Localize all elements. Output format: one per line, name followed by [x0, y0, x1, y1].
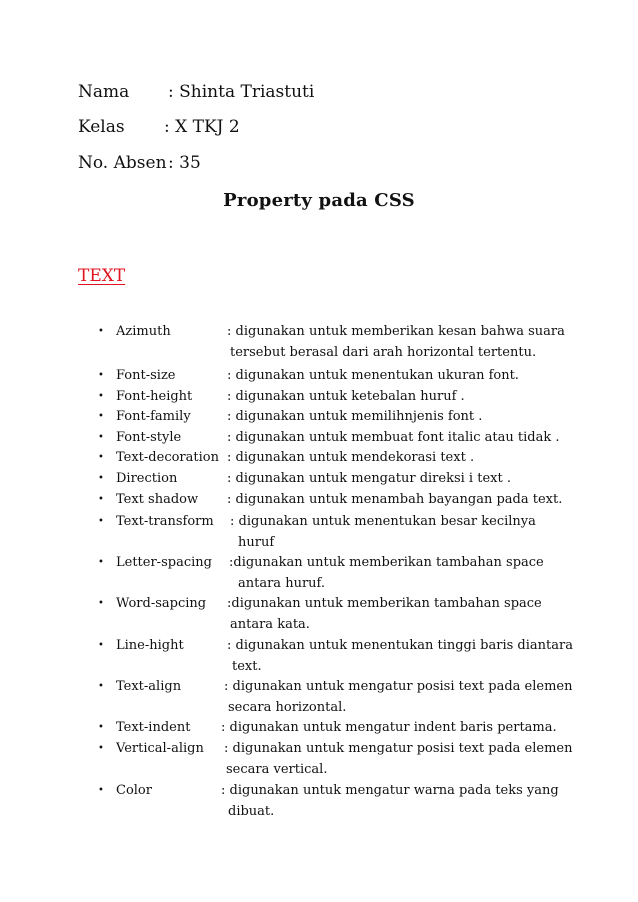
section-heading-text: TEXT: [78, 266, 126, 286]
property-term: Line-hight: [116, 638, 184, 653]
property-term: Azimuth: [116, 324, 171, 339]
bullet-icon: •: [98, 411, 104, 422]
absen-label: No. Absen: [78, 153, 167, 173]
property-description: : digunakan untuk ketebalan huruf .: [227, 389, 465, 404]
property-term: Vertical-align: [116, 741, 204, 756]
property-term: Font-style: [116, 430, 182, 445]
property-term: Text-indent: [116, 720, 191, 735]
kelas-value: : X TKJ 2: [164, 117, 240, 137]
property-description: :digunakan untuk memberikan tambahan space: [227, 596, 542, 611]
bullet-icon: •: [98, 494, 104, 505]
property-description: : digunakan untuk mengatur indent baris pertama.: [221, 720, 557, 735]
info-absen: [78, 153, 201, 173]
info-nama: [78, 82, 314, 102]
property-description-continued: text.: [232, 659, 262, 674]
bullet-icon: •: [98, 391, 104, 402]
property-description: : digunakan untuk membuat font italic atau tidak .: [227, 430, 560, 445]
bullet-icon: •: [98, 432, 104, 443]
bullet-icon: •: [98, 516, 104, 527]
kelas-label: Kelas: [78, 117, 125, 137]
info-kelas: [78, 117, 240, 137]
bullet-icon: •: [98, 557, 104, 568]
property-description-continued: antara huruf.: [238, 576, 326, 591]
property-description-continued: antara kata.: [230, 617, 310, 632]
nama-value: : Shinta Triastuti: [168, 82, 315, 102]
bullet-icon: •: [98, 473, 104, 484]
property-term: Direction: [116, 471, 178, 486]
property-description: : digunakan untuk mengatur direksi i text .: [227, 471, 511, 486]
bullet-icon: •: [98, 681, 104, 692]
bullet-icon: •: [98, 370, 104, 381]
property-term: Color: [116, 783, 152, 798]
property-description: : digunakan untuk mengatur posisi text pada elemen: [224, 741, 573, 756]
absen-value: : 35: [168, 153, 201, 173]
property-description: : digunakan untuk mengatur posisi text pada elemen: [224, 679, 573, 694]
property-description: : digunakan untuk memberikan kesan bahwa suara: [227, 324, 565, 339]
bullet-icon: •: [98, 743, 104, 754]
property-description: : digunakan untuk menentukan besar kecilnya: [230, 514, 536, 529]
bullet-icon: •: [98, 640, 104, 651]
property-description: : digunakan untuk menentukan ukuran font.: [227, 368, 519, 383]
property-term: Font-height: [116, 389, 193, 404]
bullet-icon: •: [98, 452, 104, 463]
bullet-icon: •: [98, 722, 104, 733]
property-description: : digunakan untuk mengatur warna pada teks yang: [221, 783, 559, 798]
property-term: Text-align: [116, 679, 182, 694]
property-description-continued: secara vertical.: [226, 762, 328, 777]
bullet-icon: •: [98, 785, 104, 796]
property-term: Text shadow: [116, 492, 199, 507]
property-description-continued: tersebut berasal dari arah horizontal tertentu.: [230, 345, 537, 360]
page-title: Property pada CSS: [223, 190, 415, 211]
property-description: : digunakan untuk menambah bayangan pada text.: [227, 492, 563, 507]
property-description: : digunakan untuk mendekorasi text .: [227, 450, 475, 465]
property-term: Font-size: [116, 368, 176, 383]
property-description-continued: huruf: [238, 535, 275, 550]
property-description: : digunakan untuk menentukan tinggi baris diantara: [227, 638, 573, 653]
property-term: Letter-spacing: [116, 555, 212, 570]
property-description: : digunakan untuk memilihnjenis font .: [227, 409, 483, 424]
property-term: Text-transform: [116, 514, 214, 529]
property-description: :digunakan untuk memberikan tambahan space: [229, 555, 544, 570]
property-description-continued: secara horizontal.: [228, 700, 347, 715]
property-term: Text-decoration: [116, 450, 219, 465]
property-description-continued: dibuat.: [228, 804, 275, 819]
property-term: Font-family: [116, 409, 191, 424]
nama-label: Nama: [78, 82, 130, 102]
property-term: Word-sapcing: [116, 596, 207, 611]
bullet-icon: •: [98, 598, 104, 609]
bullet-icon: •: [98, 326, 104, 337]
